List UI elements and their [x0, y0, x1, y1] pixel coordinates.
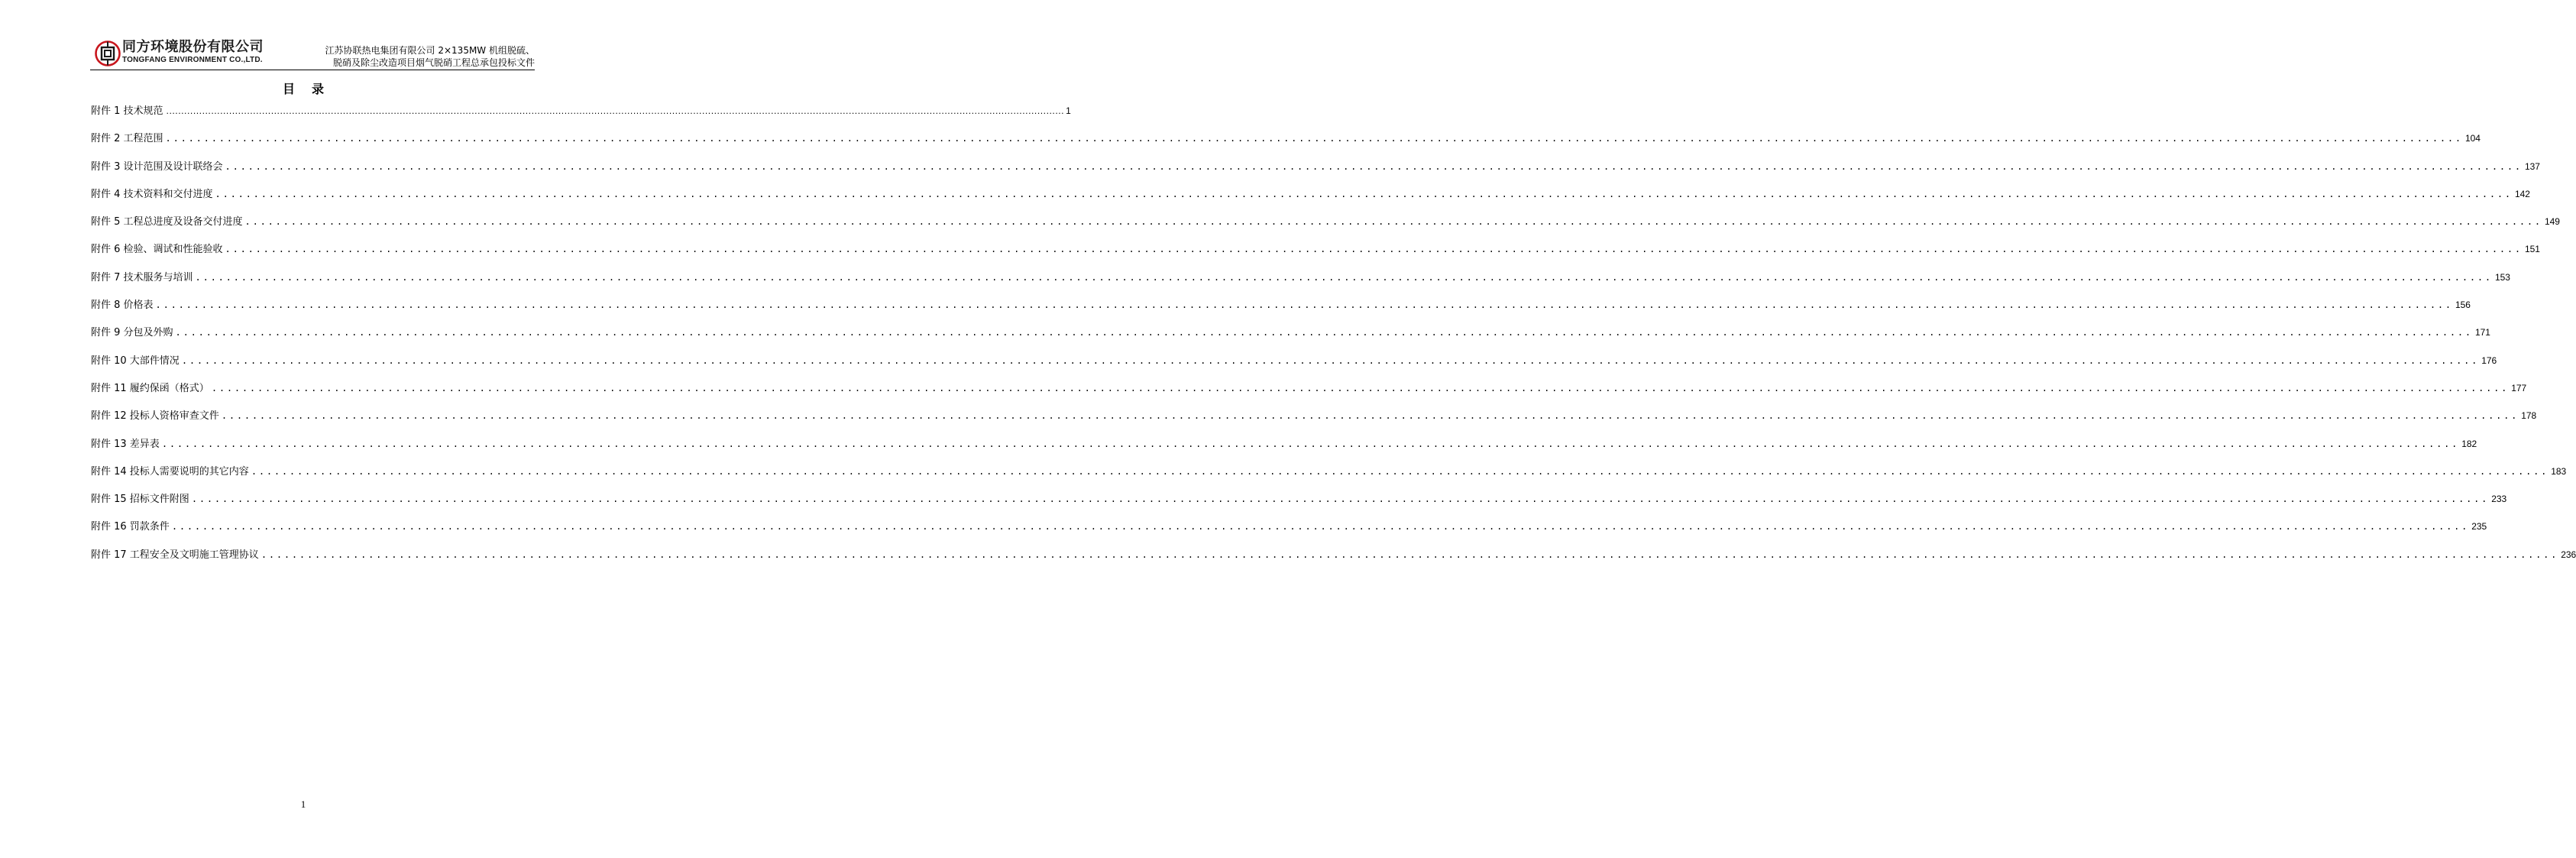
toc-entry[interactable]	[91, 214, 2560, 241]
toc-entry[interactable]	[91, 547, 2576, 575]
toc-entry-label: 附件 4 技术资料和交付进度	[91, 188, 213, 200]
toc-entry-label: 附件 3 设计范围及设计联络会	[91, 160, 223, 173]
toc-dot-leader: ............................................................................................................................................................................................................................................................................................................	[191, 494, 2490, 505]
toc-dot-leader: ............................................................................................................................................................................................................................................................................................................	[261, 549, 2559, 560]
toc-entry[interactable]	[91, 241, 2540, 269]
project-title	[325, 44, 535, 69]
toc-entry-page: 137	[2524, 160, 2540, 172]
table-of-contents	[91, 103, 2576, 575]
toc-dot-leader: ............................................................................................................................................................................................................................................................................................................	[161, 438, 2460, 449]
toc-dot-leader: ............................................................................................................................................................................................................................................................................................................	[165, 108, 1064, 116]
toc-entry-label: 附件 2 工程范围	[91, 133, 163, 145]
toc-entry-page: 151	[2524, 244, 2540, 255]
toc-dot-leader: ............................................................................................................................................................................................................................................................................................................	[221, 410, 2519, 422]
toc-dot-leader: ............................................................................................................................................................................................................................................................................................................	[155, 299, 2453, 311]
toc-dot-leader: ............................................................................................................................................................................................................................................................................................................	[165, 133, 2463, 144]
toc-dot-leader: ............................................................................................................................................................................................................................................................................................................	[215, 188, 2513, 199]
toc-entry-page: 236	[2561, 549, 2576, 560]
toc-entry-page: 235	[2471, 521, 2487, 533]
toc-entry[interactable]	[91, 131, 2481, 158]
toc-entry[interactable]	[91, 464, 2567, 491]
toc-entry-label: 附件 11 履约保函（格式）	[91, 382, 209, 394]
toc-entry-label: 附件 10 大部件情况	[91, 355, 180, 367]
toc-entry-page: 1	[1066, 105, 1071, 116]
page-header	[90, 38, 535, 70]
toc-entry-page: 149	[2544, 216, 2560, 228]
toc-entry-page: 233	[2491, 494, 2507, 505]
toc-entry-label: 附件 13 差异表	[91, 438, 160, 450]
toc-entry-page: 183	[2551, 465, 2567, 477]
toc-dot-leader: ............................................................................................................................................................................................................................................................................................................	[211, 382, 2510, 393]
toc-entry-page: 178	[2521, 410, 2537, 422]
toc-entry-page: 153	[2494, 271, 2510, 283]
project-title-line-2: 脱硝及除尘改造项目烟气脱硝工程总承包投标文件	[332, 57, 535, 68]
toc-entry-label: 附件 14 投标人需要说明的其它内容	[91, 465, 249, 478]
toc-entry-label: 附件 8 价格表	[91, 299, 154, 312]
toc-entry[interactable]	[91, 436, 2477, 464]
toc-entry[interactable]	[91, 408, 2537, 435]
toc-entry[interactable]	[91, 103, 1071, 131]
toc-entry-label: 附件 12 投标人资格审查文件	[91, 410, 219, 423]
toc-entry-label: 附件 1 技术规范	[91, 105, 163, 117]
toc-entry[interactable]	[91, 159, 2540, 186]
toc-entry-page: 104	[2464, 133, 2481, 144]
toc-entry[interactable]	[91, 325, 2490, 352]
toc-entry-page: 176	[2481, 355, 2497, 366]
toc-entry[interactable]	[91, 353, 2497, 380]
toc-entry-label: 附件 16 罚款条件	[91, 521, 170, 533]
toc-entry-page: 142	[2514, 188, 2530, 199]
project-title-line-1: 江苏协联热电集团有限公司 2×135MW 机组脱硫、	[325, 45, 535, 56]
toc-entry-label: 附件 9 分包及外购	[91, 327, 173, 339]
toc-entry[interactable]	[91, 491, 2507, 519]
company-name-cn: 同方环境股份有限公司	[122, 39, 264, 55]
toc-entry-page: 182	[2461, 438, 2477, 449]
toc-dot-leader: ............................................................................................................................................................................................................................................................................................................	[171, 521, 2470, 533]
page-number: 1	[300, 798, 306, 810]
toc-entry[interactable]	[91, 186, 2530, 214]
toc-dot-leader: ............................................................................................................................................................................................................................................................................................................	[225, 160, 2523, 172]
toc-dot-leader: ............................................................................................................................................................................................................................................................................................................	[244, 216, 2542, 228]
company-logo-icon	[95, 40, 121, 66]
toc-dot-leader: ............................................................................................................................................................................................................................................................................................................	[181, 355, 2480, 366]
toc-entry-page: 177	[2511, 382, 2527, 393]
toc-dot-leader: ............................................................................................................................................................................................................................................................................................................	[225, 244, 2523, 255]
toc-entry-label: 附件 17 工程安全及文明施工管理协议	[91, 549, 259, 561]
toc-entry-page: 156	[2455, 299, 2471, 311]
toc-dot-leader: ............................................................................................................................................................................................................................................................................................................	[175, 327, 2473, 338]
toc-dot-leader: ............................................................................................................................................................................................................................................................................................................	[251, 465, 2549, 477]
toc-entry-label: 附件 6 检验、调试和性能验收	[91, 244, 223, 256]
toc-dot-leader: ............................................................................................................................................................................................................................................................................................................	[195, 271, 2493, 283]
company-name-en: TONGFANG ENVIRONMENT CO.,LTD.	[122, 56, 263, 64]
toc-title: 目录	[282, 82, 341, 96]
toc-entry[interactable]	[91, 297, 2471, 325]
toc-entry-label: 附件 5 工程总进度及设备交付进度	[91, 216, 243, 228]
toc-entry-page: 171	[2474, 327, 2490, 338]
toc-entry[interactable]	[91, 380, 2527, 408]
toc-entry[interactable]	[91, 270, 2510, 297]
toc-entry-label: 附件 15 招标文件附图	[91, 494, 189, 506]
toc-entry-label: 附件 7 技术服务与培训	[91, 271, 193, 283]
toc-entry[interactable]	[91, 519, 2487, 546]
